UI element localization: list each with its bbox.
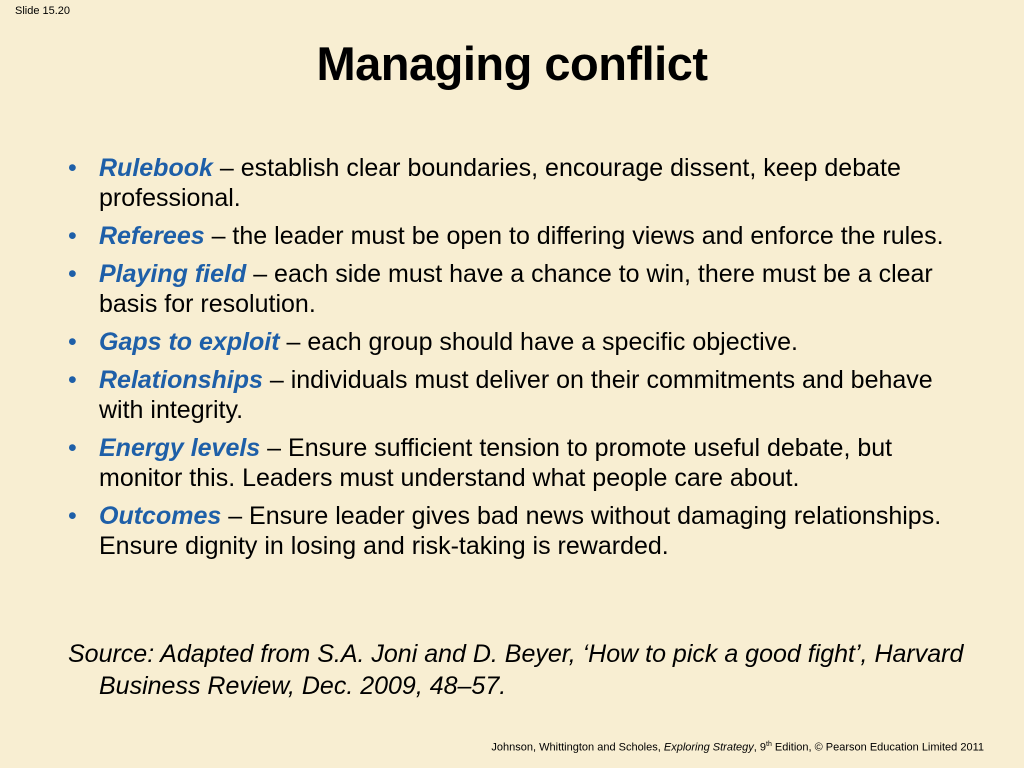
footer-book-title: Exploring Strategy (663, 741, 754, 754)
bullet-item (68, 259, 968, 319)
bullet-icon: • (68, 222, 77, 250)
slide-title: Managing conflict (316, 37, 708, 90)
bullet-icon: • (68, 366, 77, 394)
footer-publisher: Edition, © Pearson Education Limited 2011 (771, 741, 984, 754)
bullet-icon: • (68, 260, 77, 288)
bullet-text: – each group should have a specific objective. (279, 328, 798, 356)
bullet-term: Energy levels (99, 434, 261, 462)
bullet-term: Referees (99, 222, 205, 250)
bullet-text: – establish clear boundaries, encourage dissent, keep debate professional. (99, 154, 901, 212)
bullet-icon: • (68, 434, 77, 462)
bullet-term: Gaps to exploit (99, 328, 280, 356)
bullet-text: – individuals must deliver on their commitments and behave with integrity. (99, 366, 933, 424)
bullet-icon: • (68, 154, 77, 182)
bullet-item (68, 365, 968, 425)
bullet-item (68, 327, 968, 357)
bullet-term: Rulebook (99, 154, 213, 182)
bullet-item (68, 433, 968, 493)
slide-number: Slide 15.20 (15, 5, 71, 17)
bullet-text: – each side must have a chance to win, there must be a clear basis for resolution. (99, 260, 933, 318)
footer-credit (491, 741, 984, 754)
source-citation: Source: Adapted from S.A. Joni and D. Beyer, ‘How to pick a good fight’, Harvard Business Review, Dec. 2009, 48–57. (68, 640, 964, 700)
bullet-text: – the leader must be open to differing views and enforce the rules. (204, 222, 944, 250)
bullet-item (68, 153, 968, 213)
bullet-icon: • (68, 502, 77, 530)
bullet-item (68, 221, 968, 251)
bullet-icon: • (68, 328, 77, 356)
bullet-text: – Ensure sufficient tension to promote useful debate, but monitor this. Leaders must understand what people care about. (99, 434, 893, 492)
footer-edition-suffix: th (766, 741, 772, 748)
bullet-term: Outcomes (99, 502, 222, 530)
bullet-text: – Ensure leader gives bad news without damaging relationships. Ensure dignity in losing and risk-taking is rewarded. (99, 502, 942, 560)
bullet-list (68, 153, 968, 569)
footer-edition: , 9 (753, 741, 766, 754)
bullet-item (68, 501, 968, 561)
bullet-term: Playing field (99, 260, 247, 288)
bullet-term: Relationships (99, 366, 263, 394)
footer-authors: Johnson, Whittington and Scholes, (491, 741, 664, 754)
